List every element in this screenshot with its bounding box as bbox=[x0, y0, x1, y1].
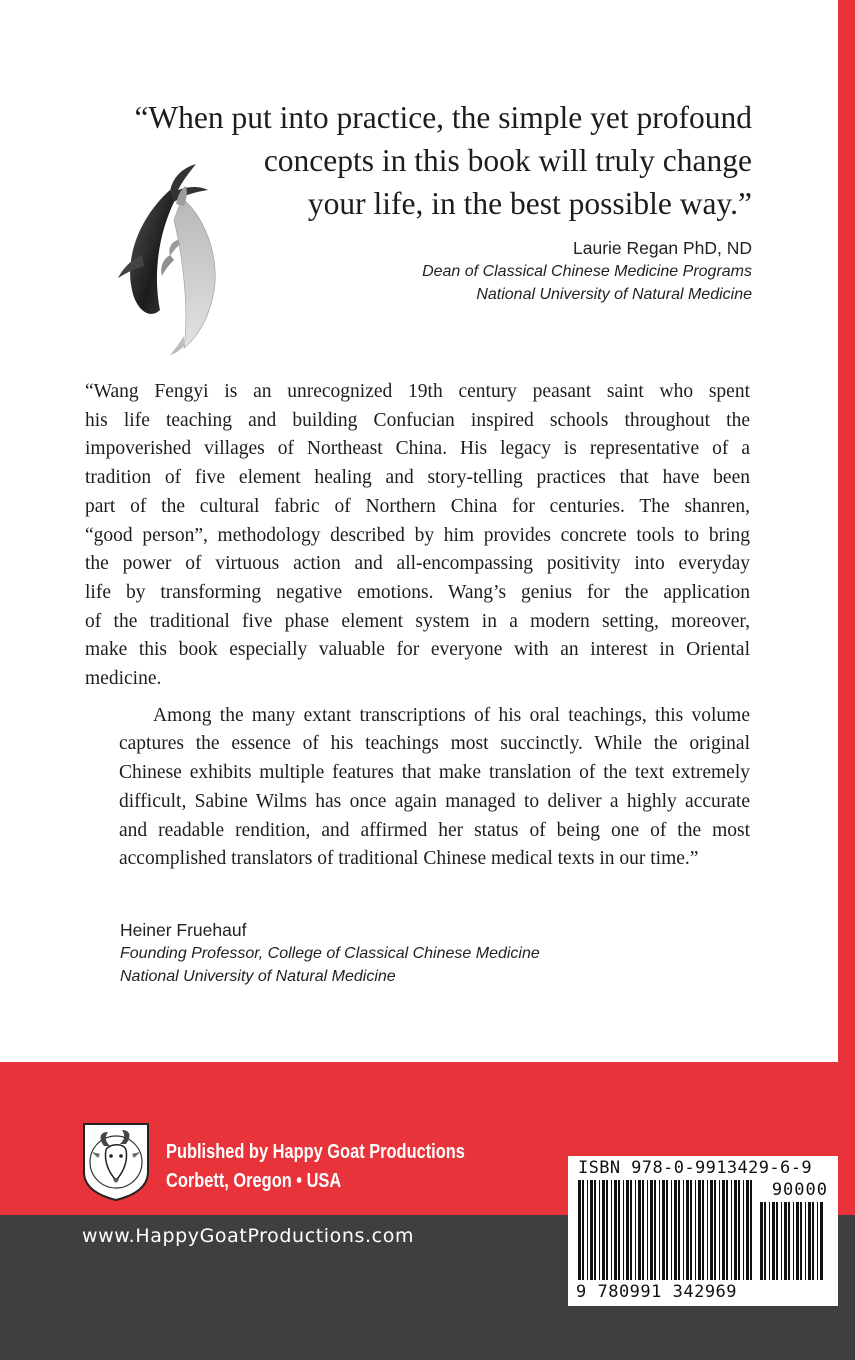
review-paragraph-2 bbox=[85, 702, 750, 874]
quote-line: “When put into practice, the simple yet profound bbox=[134, 100, 752, 135]
barcode-bar bbox=[796, 1202, 799, 1280]
review-text bbox=[85, 378, 750, 874]
publisher-website: www.HappyGoatProductions.com bbox=[82, 1225, 415, 1247]
barcode-bar bbox=[707, 1180, 708, 1280]
publisher-name: Published by Happy Goat Productions bbox=[166, 1141, 465, 1163]
review-line: tradition of five element healing and story-telling practices that have been bbox=[85, 467, 750, 489]
barcode-bar bbox=[812, 1202, 814, 1280]
barcode-bar bbox=[817, 1202, 818, 1280]
barcode-bar bbox=[820, 1202, 823, 1280]
isbn-number: ISBN 978-0-9913429-6-9 bbox=[578, 1158, 812, 1178]
barcode-bar bbox=[764, 1202, 766, 1280]
quote-line: your life, in the best possible way.” bbox=[307, 186, 752, 221]
red-edge-stripe bbox=[838, 0, 855, 1062]
barcode-bar bbox=[642, 1180, 644, 1280]
ean-barcode-bars bbox=[576, 1180, 754, 1282]
barcode-bar bbox=[776, 1202, 778, 1280]
barcode-bar bbox=[769, 1202, 770, 1280]
barcode-bar bbox=[800, 1202, 802, 1280]
barcode-bar bbox=[666, 1180, 668, 1280]
barcode-bar bbox=[734, 1180, 737, 1280]
barcode-bar bbox=[788, 1202, 790, 1280]
barcode-bar bbox=[710, 1180, 713, 1280]
barcode-bar bbox=[750, 1180, 752, 1280]
barcode-bar bbox=[650, 1180, 653, 1280]
review-line: life by transforming negative emotions. Wang’s genius for the application bbox=[85, 581, 750, 603]
barcode-bar bbox=[714, 1180, 716, 1280]
review-line: “Wang Fengyi is an unrecognized 19th century peasant saint who spent bbox=[85, 381, 750, 402]
barcode-bar bbox=[630, 1180, 632, 1280]
quote-author-institution: National University of Natural Medicine bbox=[476, 286, 752, 303]
barcode-bar bbox=[599, 1180, 600, 1280]
barcode-bar bbox=[781, 1202, 782, 1280]
review-line: captures the essence of his teachings most succinctly. While the original bbox=[119, 733, 750, 755]
barcode-bar bbox=[606, 1180, 608, 1280]
barcode-bar bbox=[738, 1180, 740, 1280]
barcode-bar bbox=[772, 1202, 775, 1280]
addon-barcode-bars bbox=[758, 1202, 828, 1282]
review-line: and readable rendition, and affirmed her status of being one of the most bbox=[119, 819, 750, 841]
barcode-bar bbox=[647, 1180, 648, 1280]
barcode-bar bbox=[582, 1180, 584, 1280]
barcode-bar bbox=[690, 1180, 692, 1280]
quote-author-name: Laurie Regan PhD, ND bbox=[573, 238, 752, 258]
barcode-bar bbox=[594, 1180, 596, 1280]
barcode-bar bbox=[618, 1180, 620, 1280]
quote-author-title: Dean of Classical Chinese Medicine Programs bbox=[422, 263, 752, 280]
barcode-bar bbox=[659, 1180, 660, 1280]
barcode-bar bbox=[662, 1180, 665, 1280]
review-attribution bbox=[120, 918, 740, 988]
isbn-barcode bbox=[568, 1156, 838, 1306]
review-line: difficult, Sabine Wilms has once again managed to deliver a highly accurate bbox=[119, 790, 750, 812]
barcode-bar bbox=[695, 1180, 696, 1280]
review-line: impoverished villages of Northeast China. His legacy is representative of a bbox=[85, 438, 750, 460]
review-author-institution: National University of Natural Medicine bbox=[120, 968, 396, 985]
barcode-bar bbox=[611, 1180, 612, 1280]
barcode-bar bbox=[686, 1180, 689, 1280]
barcode-bar bbox=[793, 1202, 794, 1280]
barcode-bar bbox=[805, 1202, 806, 1280]
barcode-bar bbox=[654, 1180, 656, 1280]
quote-line: concepts in this book will truly change bbox=[263, 143, 752, 178]
barcode-bar bbox=[719, 1180, 720, 1280]
barcode-bar bbox=[671, 1180, 672, 1280]
barcode-bar bbox=[743, 1180, 744, 1280]
barcode-bar bbox=[578, 1180, 581, 1280]
review-line: medicine. bbox=[85, 668, 162, 690]
light-fish-fin-2 bbox=[169, 240, 180, 256]
barcode-bar bbox=[635, 1180, 636, 1280]
endorsement-quote bbox=[112, 96, 752, 225]
review-line: Among the many extant transcriptions of his oral teachings, this volume bbox=[153, 704, 750, 726]
light-fish-fin bbox=[161, 255, 174, 276]
barcode-bar bbox=[683, 1180, 684, 1280]
barcode-bar bbox=[590, 1180, 593, 1280]
barcode-bar bbox=[678, 1180, 680, 1280]
barcode-bar bbox=[638, 1180, 641, 1280]
barcode-bar bbox=[726, 1180, 728, 1280]
review-line: “good person”, methodology described by him provides concrete tools to bring bbox=[85, 524, 750, 546]
barcode-addon-number: 90000 bbox=[771, 1180, 828, 1200]
barcode-bar bbox=[702, 1180, 704, 1280]
light-fish-tail bbox=[170, 336, 184, 355]
review-line: accomplished translators of traditional Chinese medical texts in our time.” bbox=[119, 848, 699, 870]
barcode-bar bbox=[614, 1180, 617, 1280]
publisher-location: Corbett, Oregon • USA bbox=[166, 1170, 342, 1192]
barcode-bar bbox=[746, 1180, 749, 1280]
barcode-bar bbox=[587, 1180, 588, 1280]
review-line: his life teaching and building Confucian inspired schools throughout the bbox=[85, 409, 750, 431]
goat-logo-icon bbox=[80, 1120, 152, 1202]
barcode-bar bbox=[722, 1180, 725, 1280]
barcode-bar bbox=[623, 1180, 624, 1280]
barcode-bar bbox=[808, 1202, 811, 1280]
review-author-title: Founding Professor, College of Classical Chinese Medicine bbox=[120, 945, 540, 962]
quote-attribution bbox=[252, 236, 752, 306]
review-line: the power of virtuous action and all-encompassing positivity into everyday bbox=[85, 553, 750, 575]
barcode-bar bbox=[760, 1202, 763, 1280]
publisher-info bbox=[166, 1138, 465, 1196]
review-line: Chinese exhibits multiple features that make translation of the text extremely bbox=[119, 762, 750, 784]
review-line: part of the cultural fabric of Northern China for centuries. The shanren, bbox=[85, 495, 750, 517]
ean-number: 9 780991 342969 bbox=[576, 1282, 738, 1302]
barcode-bar bbox=[674, 1180, 677, 1280]
barcode-bar bbox=[626, 1180, 629, 1280]
barcode-bar bbox=[602, 1180, 605, 1280]
review-line: make this book especially valuable for everyone with an interest in Oriental bbox=[85, 639, 750, 661]
barcode-bar bbox=[698, 1180, 701, 1280]
barcode-bar bbox=[784, 1202, 787, 1280]
review-paragraph-1 bbox=[85, 378, 750, 694]
review-line: of the traditional five phase element system in a modern setting, moreover, bbox=[85, 610, 750, 632]
barcode-bar bbox=[731, 1180, 732, 1280]
review-author-name: Heiner Fruehauf bbox=[120, 920, 247, 940]
